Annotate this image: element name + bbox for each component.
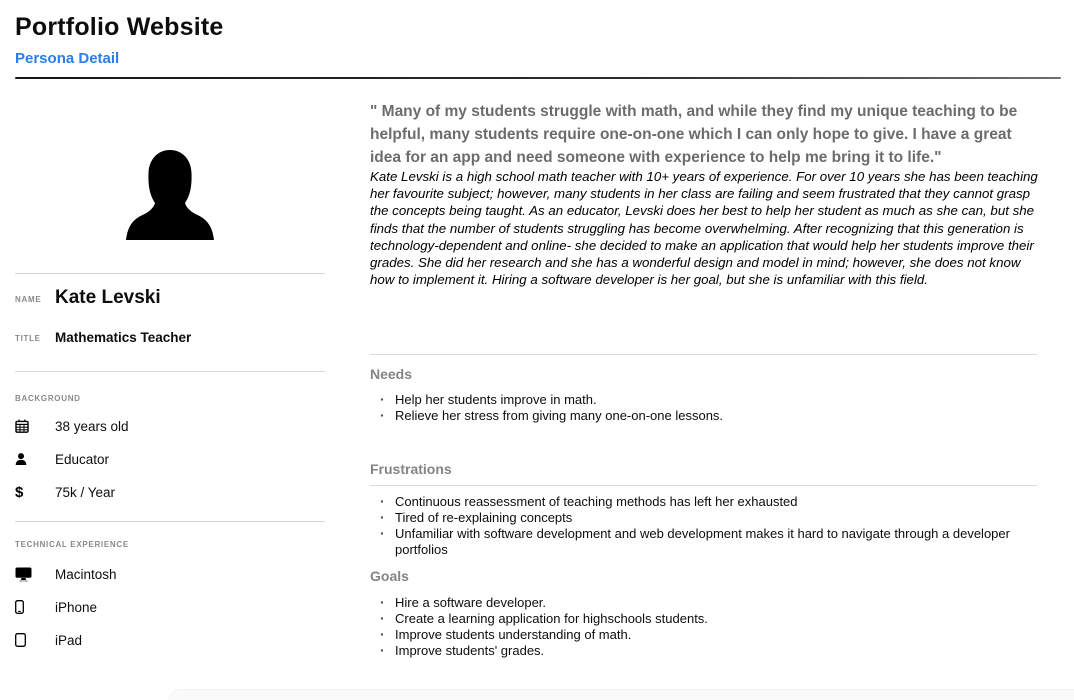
- divider: [15, 273, 325, 274]
- goals-list: [370, 595, 1030, 659]
- technical-item-ipad: [15, 629, 325, 651]
- needs-heading: Needs: [370, 366, 413, 382]
- salary-value: 75k / Year: [55, 484, 116, 500]
- divider: [370, 354, 1037, 355]
- divider: [15, 521, 325, 522]
- persona-bio: Kate Levski is a high school math teacher with 10+ years of experience. For over 10 years she has been teaching her favourite subject; however, many students in her class are failing and seem frustrated that they cannot grasp the concepts being taught. As an educator, Levski does her best to help her student as much as she can, but she finds that the number of students struggling has become overwhelming. After recognizing that this generation is technology-dependent and online- she decided to make an application that would help her students improve their grades. She did her research and she has a wonderful design and model in mind; however, she does not know how to implement it. Hiring a software developer is her goal, but she is unfamiliar with this field.: [370, 169, 1038, 288]
- list-item: · Help her students improve in math.: [370, 392, 1030, 408]
- list-item: · Unfamiliar with software development and web development makes it hard to navigate through a developer portfolios: [370, 526, 1030, 558]
- page-title: Portfolio Website: [15, 13, 224, 41]
- title-field-label: TITLE: [15, 334, 41, 343]
- background-section-label: BACKGROUND: [15, 394, 81, 403]
- frustrations-list: [370, 494, 1030, 558]
- calendar-icon: [15, 419, 55, 433]
- list-item: · Relieve her stress from giving many one-on-one lessons.: [370, 408, 1030, 424]
- device-value: iPhone: [55, 599, 98, 615]
- list-item: · Hire a software developer.: [370, 595, 1030, 611]
- next-section-edge: [168, 689, 1074, 700]
- technical-item-iphone: [15, 596, 325, 618]
- list-item: · Improve students understanding of math.: [370, 627, 1030, 643]
- divider: [15, 371, 325, 372]
- smartphone-icon: [15, 600, 55, 614]
- list-item: · Continuous reassessment of teaching methods has left her exhausted: [370, 494, 1030, 510]
- list-item: · Tired of re-explaining concepts: [370, 510, 1030, 526]
- needs-list: [370, 392, 1030, 424]
- technical-item-macintosh: [15, 563, 325, 585]
- background-item-occupation: [15, 448, 325, 470]
- background-item-salary: [15, 481, 325, 503]
- person-icon: [15, 453, 55, 465]
- breadcrumb-persona-detail[interactable]: Persona Detail: [15, 50, 120, 67]
- list-item: · Improve students' grades.: [370, 643, 1030, 659]
- technical-experience-section-label: TECHNICAL EXPERIENCE: [15, 540, 129, 549]
- occupation-value: Educator: [55, 451, 110, 467]
- desktop-icon: [15, 567, 55, 582]
- header-divider: [15, 77, 1061, 79]
- name-field-label: NAME: [15, 295, 42, 304]
- background-item-age: [15, 415, 325, 437]
- divider: [370, 485, 1037, 486]
- persona-name: Kate Levski: [55, 287, 161, 308]
- woman-silhouette-icon: [120, 147, 220, 243]
- goals-heading: Goals: [370, 568, 409, 584]
- age-value: 38 years old: [55, 418, 129, 434]
- tablet-icon: [15, 633, 55, 647]
- dollar-icon: $: [15, 483, 24, 501]
- device-value: iPad: [55, 632, 83, 648]
- persona-quote: " Many of my students struggle with math, and while they find my unique teaching to be helpful, many students require one-on-one which I can only hope to give. I have a great idea for an app and need someone with experience to help me bring it to life.": [370, 103, 1018, 166]
- frustrations-heading: Frustrations: [370, 461, 452, 477]
- list-item: · Create a learning application for highschools students.: [370, 611, 1030, 627]
- avatar: [15, 147, 325, 248]
- device-value: Macintosh: [55, 566, 117, 582]
- persona-title: Mathematics Teacher: [55, 330, 192, 345]
